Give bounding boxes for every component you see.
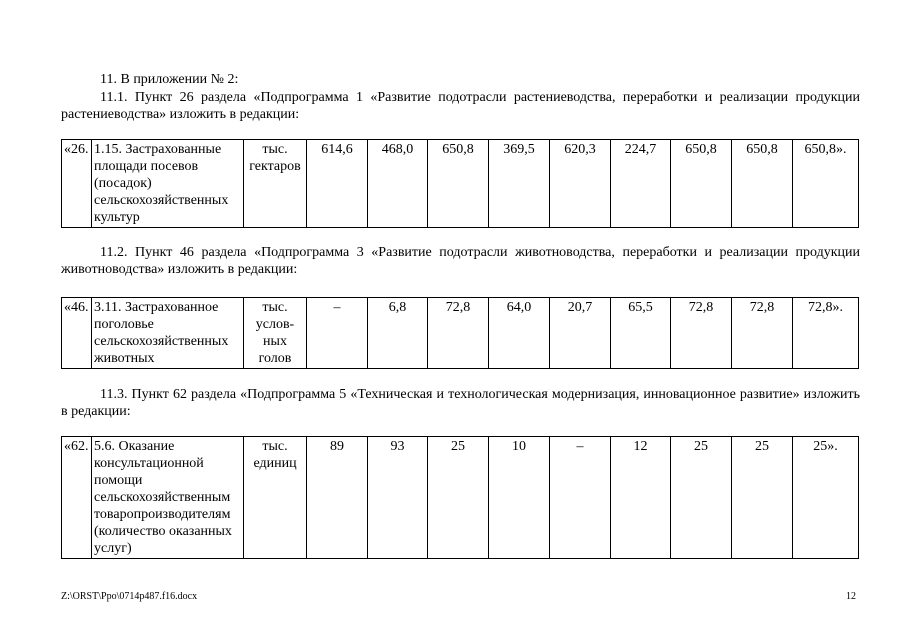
value-cell: 468,0 xyxy=(368,140,428,228)
paragraph-11-2: 11.2. Пункт 46 раздела «Подпрограмма 3 «Развитие подотрасли животноводства, переработки и реализации продукции животноводства» изложить в редакции: xyxy=(61,245,860,277)
section-heading: 11. В приложении № 2: xyxy=(100,72,239,87)
value-cell: 72,8 xyxy=(732,298,793,369)
item-number: «26. xyxy=(62,140,92,228)
value-cell: 12 xyxy=(611,437,671,559)
value-cell: 650,8 xyxy=(671,140,732,228)
unit-of-measure: тыс. услов-ных голов xyxy=(244,298,307,369)
value-cell: 369,5 xyxy=(489,140,550,228)
value-cell: – xyxy=(550,437,611,559)
paragraph-11-3: 11.3. Пункт 62 раздела «Подпрограмма 5 «Техническая и технологическая модернизация, инновационное развитие» изложить в редакции: xyxy=(61,387,860,419)
table-row xyxy=(62,437,859,559)
value-cell: – xyxy=(307,298,368,369)
value-cell: 650,8 xyxy=(732,140,793,228)
footer-file-path: Z:\ORST\Ppo\0714p487.f16.docx xyxy=(61,591,198,602)
unit-of-measure: тыс. гектаров xyxy=(244,140,307,228)
value-cell: 72,8». xyxy=(793,298,859,369)
value-cell: 650,8». xyxy=(793,140,859,228)
table-item-62 xyxy=(61,436,859,559)
table-item-26 xyxy=(61,139,859,228)
table-row xyxy=(62,140,859,228)
value-cell: 6,8 xyxy=(368,298,428,369)
footer-page-number: 12 xyxy=(846,591,856,602)
value-cell: 25 xyxy=(732,437,793,559)
value-cell: 93 xyxy=(368,437,428,559)
indicator-name: 1.15. Застрахованные площади посевов (посадок) сельскохозяйственных культур xyxy=(92,140,244,228)
value-cell: 25». xyxy=(793,437,859,559)
value-cell: 614,6 xyxy=(307,140,368,228)
table-item-46 xyxy=(61,297,859,369)
item-number: «62. xyxy=(62,437,92,559)
paragraph-11-1: 11.1. Пункт 26 раздела «Подпрограмма 1 «Развитие подотрасли растениеводства, переработки и реализации продукции растениеводства» изложить в редакции: xyxy=(61,90,860,122)
unit-of-measure: тыс. единиц xyxy=(244,437,307,559)
indicator-name: 5.6. Оказание консультационной помощи сельскохозяйственным товаропроизводителям (количество оказанных услуг) xyxy=(92,437,244,559)
value-cell: 224,7 xyxy=(611,140,671,228)
table-row xyxy=(62,298,859,369)
value-cell: 65,5 xyxy=(611,298,671,369)
value-cell: 20,7 xyxy=(550,298,611,369)
value-cell: 25 xyxy=(671,437,732,559)
value-cell: 650,8 xyxy=(428,140,489,228)
indicator-name: 3.11. Застрахованное поголовье сельскохозяйственных животных xyxy=(92,298,244,369)
value-cell: 89 xyxy=(307,437,368,559)
value-cell: 25 xyxy=(428,437,489,559)
value-cell: 72,8 xyxy=(428,298,489,369)
value-cell: 620,3 xyxy=(550,140,611,228)
value-cell: 10 xyxy=(489,437,550,559)
value-cell: 72,8 xyxy=(671,298,732,369)
item-number: «46. xyxy=(62,298,92,369)
value-cell: 64,0 xyxy=(489,298,550,369)
